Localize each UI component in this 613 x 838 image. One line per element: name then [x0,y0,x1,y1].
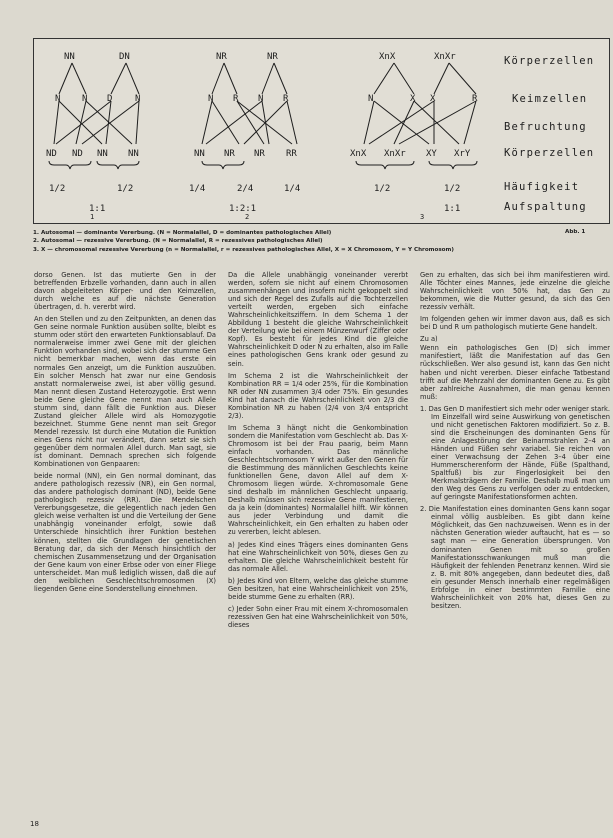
text-column-2 [228,271,408,633]
gamete-r: R [233,94,239,104]
gamete-n: N [82,94,88,104]
freq-5: 1/4 [284,184,301,194]
x-gamete-r: R [472,94,478,104]
panel-number-3: 3 [420,213,425,221]
panel-number-2: 2 [245,213,250,221]
panel-number-1: 1 [90,213,95,221]
figure-caption [33,229,611,254]
gamete-n: N [258,94,264,104]
paragraph: c) Jeder Sohn einer Frau mit einem X-chromosomalen rezessiven Gen hat eine Wahrscheinlichkeit von 50%, dieses [228,604,408,629]
paragraph: Gen zu erhalten, das sich bei ihm manifestieren wird. Alle Töchter eines Mannes, jede einzelne die gleiche Wahrscheinlichkeit von 50% hat, das Gen zu bekommen, wie die Mutter gesund, da sich das Gen rezessiv verhält. [420,271,610,312]
p1-parent-b: DN [119,52,130,62]
paragraph: dorso Genen. Ist das mutierte Gen in der betreffenden Erbzelle vorhanden, dann auch in allen davon abgeleiteten Körper- und den Keimzellen, durch welche es auf die nächste Generation übertragen, d. h. vererbt wird. [34,271,216,312]
x-offspring-2: XnXr [384,149,406,159]
inheritance-diagram [33,38,610,224]
paragraph: Im Schema 2 ist die Wahrscheinlichkeit der Kombination RR = 1/4 oder 25%, für die Kombination NR oder NN zusammen 3/4 oder 75%. Ein gesundes Kind hat danach die Wahrscheinlichkeit von 2/3 die Kombination NR zu haben (2/4 von 3/4 entspricht 2/3). [228,371,408,420]
gamete-r: R [283,94,289,104]
caption-line-3: 3. X — chromosomal rezessive Vererbung (n = Normalallel, r = rezessives pathologisches Allel, X = X Chromosom, Y = Y Chromosom) [33,246,454,253]
p2-offspring-3: NR [254,149,265,159]
label-aufspaltung: Aufspaltung [504,201,587,213]
x-offspring-3: XY [426,149,437,159]
gamete-n: N [208,94,214,104]
paragraph: Wenn ein pathologisches Gen (D) sich immer manifestiert, läßt die Manifestation auf das Gen rückschließen. Wer also gesund ist, kann das Gen nicht haben und nicht vererben. Dieser einfache Tatbestand trifft auf die Mehrzahl der dominanten Gene zu. Es gibt aber zahlreiche Ausnahmen, die man genau kennen muß: [420,344,610,401]
figure-number: Abb. 1 [565,229,586,235]
freq-3: 1/4 [189,184,206,194]
label-befruchtung: Befruchtung [504,121,587,133]
x-father: XnXr [434,52,456,62]
label-haeufigkeit: Häufigkeit [504,181,580,193]
x-gamete-x: X [410,94,416,104]
gamete-n: N [55,94,61,104]
p2-parent-a: NR [216,52,227,62]
p1-offspring-2: ND [72,149,83,159]
x-offspring-1: XnX [350,149,367,159]
caption-line-1: 1. Autosomal — dominante Vererbung. (N = Normalallel, D = dominantes pathologisches Allel) [33,230,332,236]
gamete-d: D [107,94,113,104]
freq-4: 2/4 [237,184,254,194]
p2-offspring-4: RR [286,149,297,159]
p1-offspring-1: ND [46,149,57,159]
p1-offspring-4: NN [128,149,139,159]
x-offspring-4: XrY [454,149,471,159]
list-item: 1. Das Gen D manifestiert sich mehr oder weniger stark. Im Einzelfall wird seine Auswirkung von genetischen und nicht genetischen Faktoren modifiziert. So z. B. sind die Erscheinungen des dominanten Gens für eine Anlagestörung der Beinarmstrahlen 2–4 an Händen und Füßen sehr variabel. Sie reichen von einer Verwachsung der Zehen 3–4 über eine Hummerscherenform der Hände, Füße (Spalthand, Spaltfuß) bis zur Fingerlosigkeit bei den Merkmalsträgern der Familie. Deshalb muß man um den Weg des Gens zu verfolgen oder zu entdecken, auf geringste Manifestationsformen achten. [420,404,610,502]
p2-offspring-1: NN [194,149,205,159]
p1-offspring-3: NN [97,149,108,159]
caption-line-2: 2. Autosomal — rezessive Vererbung. (N = Normalallel, R = rezessives pathologisches Allel) [33,238,323,245]
x-gamete-x: X [430,94,436,104]
p1-parent-a: NN [64,52,75,62]
freq-7: 1/2 [444,184,461,194]
ratio-3: 1:1 [444,204,461,214]
p2-offspring-2: NR [224,149,235,159]
paragraph: Im Schema 3 hängt nicht die Genkombination sondern die Manifestation vom Geschlecht ab. Das X-Chromosom ist bei der Frau paarig, beim Mann einfach vorhanden. Das männliche Geschlechtschromosom Y wirkt außer den Genen für die Bestimmung des männlichen Geschlechts keine funktionellen Gene, davon Allel auf dem X-Chromosom liegen würde. X-chromosomale Gene sind deshalb im männlichen Geschlecht unpaarig. Deshalb müssen sich rezessive Gene manifestieren, da ja kein (dominantes) Normalallel hilft. Wir können aus jeder Verbindung und damit die Wahrscheinlichkeit, ein Gen erhalten zu haben oder zu vererben, leicht ablesen. [228,423,408,537]
paragraph: beide normal (NN), ein Gen normal dominant, das andere pathologisch rezessiv (NR), ein Gen normal, das andere pathologisch dominant (ND), beide Gene pathologisch rezessiv (RR). Die Mendelschen Vererbungsgesetze, die gelegentlich nach jeden Gen gleich weise verhalten ist und die Verteilung der Gene unabhängig voneinander erfolgt, sowie daß Unterschiede hinsichtlich ihrer Funktion bestehen können, stellten die Grundlagen der genetischen Beratung dar, da sich der Mensch hinsichtlich der chemischen Zusammensetzung und der Organisation der Gene kaum von einer Erbse oder von einer Fliege unterscheidet. Man muß lediglich wissen, daß die auf den weiblichen Geschlechtschromosomen (X) liegenden Gene eine Sonderstellung einnehmen. [34,472,216,593]
ratio-1: 1:1 [89,204,106,214]
text-column-3 [420,271,610,614]
paragraph-heading: Zu a) [420,335,438,344]
label-koerperzellen-2: Körperzellen [504,147,595,159]
list-item: 2. Die Manifestation eines dominanten Gens kann sogar einmal völlig ausbleiben. Es gibt dann keine Möglichkeit, das Gen nachzuweisen. Wenn es in der nächsten Generation wieder auftaucht, hat es — so sagt man — eine Generation übersprungen. Von dominanten Genen mit so großen Manifestationsschwankungen muß man die Häufigkeit der fehlenden Penetranz kennen. Wird sie z. B. mit 80% angegeben, dann bedeutet dies, daß ein gesunder Mensch innerhalb einer regelmäßigen Erbfolge in einer bestimmten Familie eine Wahrscheinlichkeit von 20% hat, dieses Gen zu besitzen. [420,505,610,610]
x-gamete-n: N [368,94,374,104]
x-mother: XnX [379,52,396,62]
paragraph: Im folgenden gehen wir immer davon aus, daß es sich bei D und R um pathologisch mutierte Gene handelt. [420,315,610,332]
gamete-n: N [135,94,141,104]
freq-6: 1/2 [374,184,391,194]
label-koerperzellen: Körperzellen [504,55,595,67]
ratio-2: 1:2:1 [229,204,257,214]
page-number: 18 [30,820,39,828]
label-keimzellen: Keimzellen [512,93,588,105]
text-column-1 [34,271,216,597]
freq-2: 1/2 [117,184,134,194]
p2-parent-b: NR [267,52,278,62]
freq-1: 1/2 [49,184,66,194]
paragraph: b) Jedes Kind von Eltern, welche das gleiche stumme Gen besitzen, hat eine Wahrscheinlichkeit von 25%, beide stumme Gene zu erhalten (RR). [228,576,408,601]
paragraph: An den Stellen und zu den Zeitpunkten, an denen das Gen seine normale Funktion ausüben sollte, bleibt es stumm oder stört den erwarteten Funktionsablauf. Da normalerweise immer zwei Gene mit der gleichen Funktion vorhanden sind, wobei sich der stumme Gen nicht bemerkbar machen, wenn das erste ein normales Gen anzeigt, um die Funktion auszuüben. Ein solcher Mensch hat zwar nur eine Gendosis anstatt normalerweise zwei, ist aber völlig gesund. Man nennt diesen Zustand Heterozygotie. Erst wenn beide Gene gleiche Gene nennt man auch Allele stumm sind, dann fällt die Funktion aus. Dieser Zustand gleicher Allele wird als Homozygotie bezeichnet. Stumme Gene nennt man seit Gregor Mendel rezessiv. Ist durch eine Mutation die Funktion eines Gens nicht nur verändert, dann setzt sie sich gegenüber dem normalen Allel durch. Man sagt, sie ist dominant. Demnach sprechen sich folgende Kombinationen von Genpaaren: [34,315,216,469]
paragraph: Da die Allele unabhängig voneinander vererbt werden, sofern sie nicht auf einem Chromosomen zusammenhängen und insofern nicht gekoppelt sind und sich der Regel des Zufalls auf die Tochterzellen verteilt werden, ergeben sich einfache Wahrscheinlichkeitsziffern. In dem Schema 1 der Abbildung 1 besteht die gleiche Wahrscheinlichkeit der Verteilung wie bei einem Münzenwurf (Ziffer oder Kopf). Es besteht für jedes Kind die gleiche Wahrscheinlichkeit D oder N zu erhalten, also im Falle eines pathologischen Gens krank oder gesund zu sein. [228,271,408,368]
paragraph: a) Jedes Kind eines Trägers eines dominanten Gens hat eine Wahrscheinlichkeit von 50%, dieses Gen zu erhalten. Die gleiche Wahrscheinlichkeit besteht für das normale Allel. [228,540,408,573]
